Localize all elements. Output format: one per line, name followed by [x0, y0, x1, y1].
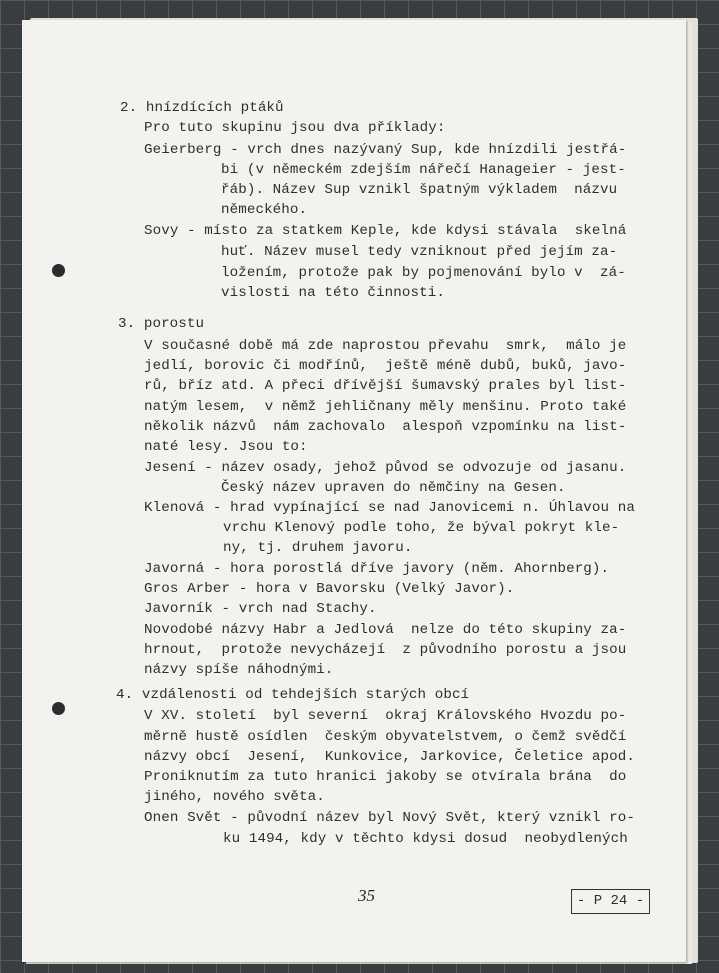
text-line: Klenová - hrad vypínající se nad Janovicemi n. Úhlavou na [144, 500, 635, 516]
text-line: měrně hustě osídlen českým obyvatelstvem, o čemž svědčí [144, 729, 627, 745]
text-line: Javorník - vrch nad Stachy. [144, 601, 377, 617]
text-line: Onen Svět - původní název byl Nový Svět, který vznikl ro- [144, 810, 635, 826]
text-line: Proniknutím za tuto hranici jakoby se otvírala brána do [144, 769, 627, 785]
text-line: ku 1494, kdy v těchto kdysi dosud neobydlených [223, 831, 628, 847]
text-line: V XV. století byl severní okraj Královského Hvozdu po- [144, 708, 627, 724]
text-line: německého. [221, 202, 308, 218]
text-line: názvy spíše náhodnými. [144, 662, 334, 678]
text-line: naté lesy. Jsou to: [144, 439, 308, 455]
text-line: vislosti na této činnosti. [221, 285, 445, 301]
punch-hole-lower [52, 702, 65, 715]
text-line: Český název upraven do němčiny na Gesen. [221, 480, 566, 496]
text-line: natým lesem, v němž jehličnany měly menšinu. Proto také [144, 399, 627, 415]
text-line: ložením, protože pak by pojmenování bylo v zá- [221, 265, 626, 281]
text-line: 2. hnízdících ptáků [120, 100, 284, 116]
text-line: 3. porostu [118, 316, 205, 332]
text-line: jiného, nového světa. [144, 789, 325, 805]
text-line: řáb). Název Sup vznikl špatným výkladem názvu [221, 182, 618, 198]
text-line: Geierberg - vrch dnes nazývaný Sup, kde hnízdili jestřá- [144, 142, 627, 158]
text-line: hrnout, protože nevycházejí z původního porostu a jsou [144, 642, 627, 658]
text-line: názvy obcí Jesení, Kunkovice, Jarkovice, Čeletice apod. [144, 749, 635, 765]
text-line: Novodobé názvy Habr a Jedlová nelze do této skupiny za- [144, 622, 627, 638]
text-line: V současné době má zde naprostou převahu smrk, málo je [144, 338, 627, 354]
punch-hole-upper [52, 264, 65, 277]
text-line: několik názvů nám zachovalo alespoň vzpomínku na list- [144, 419, 627, 435]
text-line: Sovy - místo za statkem Keple, kde kdysi stávala skelná [144, 223, 627, 239]
text-line: Gros Arber - hora v Bavorsku (Velký Javor). [144, 581, 515, 597]
text-line: Javorná - hora porostlá dříve javory (něm. Ahornberg). [144, 561, 610, 577]
text-line: huť. Název musel tedy vzniknout před jejím za- [221, 244, 618, 260]
page-code-box: - P 24 - [571, 889, 650, 914]
text-line: bi (v německém zdejším nářečí Hanageier - jest- [221, 162, 626, 178]
text-line: 4. vzdálenosti od tehdejších starých obcí [116, 687, 470, 703]
page-number: 35 [358, 886, 375, 905]
text-line: jedlí, borovic či modřínů, ještě méně dubů, buků, javo- [144, 358, 627, 374]
text-line: vrchu Klenový podle toho, že býval pokryt kle- [223, 520, 620, 536]
text-line: Pro tuto skupinu jsou dva příklady: [144, 120, 446, 136]
text-line: rů, bříz atd. A přeci dřívější šumavský prales byl list- [144, 378, 627, 394]
text-line: Jesení - název osady, jehož původ se odvozuje od jasanu. [144, 460, 627, 476]
text-line: ny, tj. druhem javoru. [223, 540, 413, 556]
